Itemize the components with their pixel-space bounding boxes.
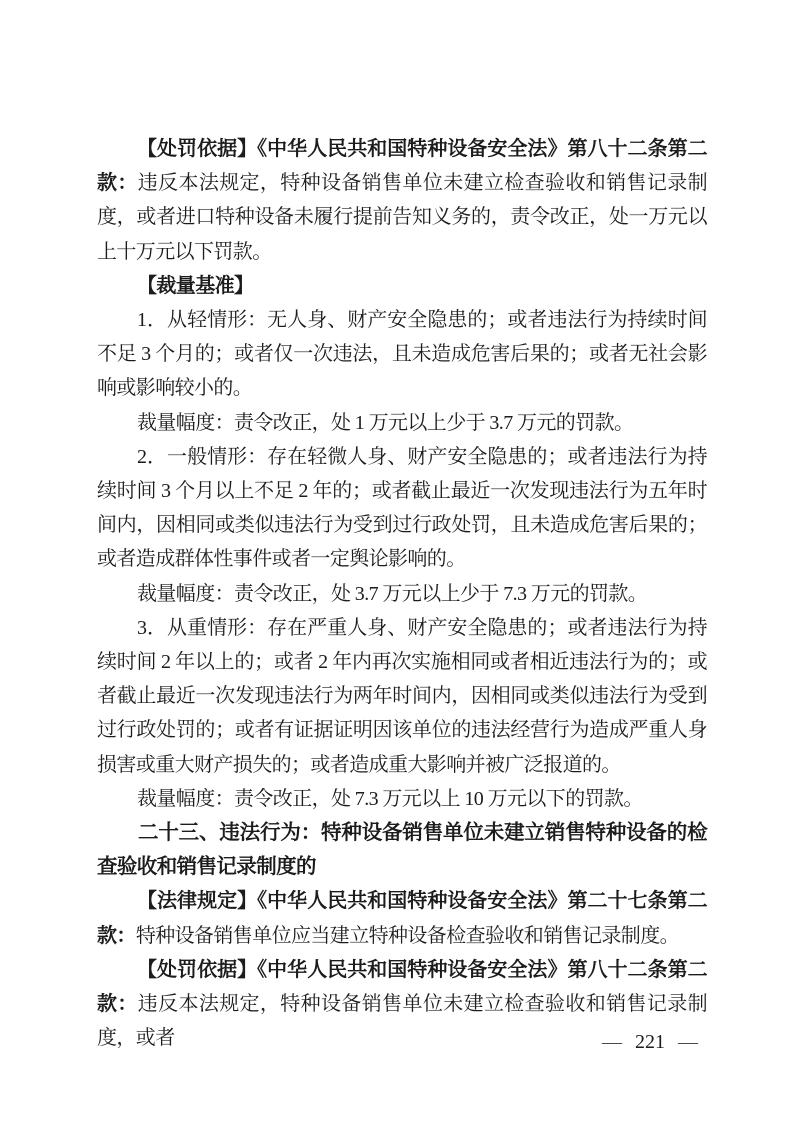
paragraph-text: 2．一般情形：存在轻微人身、财产安全隐患的；或者违法行为持续时间 3 个月以上不足 2 年的；或者截止最近一次发现违法行为五年时间内，因相同或类似违法行为受到过行政处罚，且未造成危害后果的；或者造成群体性事件或者一定舆论影响的。 [97,445,707,571]
paragraph-bold-lead: 【处罚依据】《中华人民共和国特种设备安全法》第八十二条第二款： [97,958,707,1016]
paragraph-text: 特种设备销售单位应当建立特种设备检查验收和销售记录制度。 [135,924,680,947]
heading-text: 二十三、违法行为：特种设备销售单位未建立销售特种设备的检查验收和销售记录制度的 [97,821,707,879]
paragraph [97,269,707,303]
paragraph-text: 裁量幅度：责令改正，处 1 万元以上少于 3.7 万元的罚款。 [137,411,634,434]
document-body [97,132,707,1055]
footer-right-dash: — [678,1031,698,1053]
paragraph [97,132,707,269]
paragraph [97,406,707,440]
paragraph [97,884,707,952]
paragraph [97,440,707,577]
paragraph-text: 裁量幅度：责令改正，处 7.3 万元以上 10 万元以下的罚款。 [137,787,643,810]
paragraph [97,611,707,782]
paragraph [97,782,707,816]
footer-left-dash: — [602,1031,622,1053]
paragraph-text: 违反本法规定，特种设备销售单位未建立检查验收和销售记录制度，或者 [97,993,707,1050]
page-footer [602,1031,698,1053]
paragraph-bold-lead: 【裁量基准】 [137,274,254,297]
paragraph-bold-lead: 【处罚依据】《中华人民共和国特种设备安全法》第八十二条第二款： [97,138,707,195]
paragraph-text: 1．从轻情形：无人身、财产安全隐患的；或者违法行为持续时间不足 3 个月的；或者仅一次违法，且未造成危害后果的；或者无社会影响或影响较小的。 [97,309,707,400]
paragraph-text: 违反本法规定，特种设备销售单位未建立检查验收和销售记录制度，或者进口特种设备未履行提前告知义务的，责令改正，处一万元以上十万元以下罚款。 [97,172,707,263]
paragraph-text: 3．从重情形：存在严重人身、财产安全隐患的；或者违法行为持续时间 2 年以上的；或者 2 年内再次实施相同或者相近违法行为的；或者截止最近一次发现违法行为两年时间内，因相同或类似违法行为受到过行政处罚的；或者有证据证明因该单位的违法经营行为造成严重人身损害或重大财产损失的；或者造成重大影响并被广泛报道的。 [97,616,707,776]
paragraph [97,577,707,611]
paragraph [97,303,707,406]
page-number: 221 [635,1031,665,1053]
section-heading [97,816,707,884]
paragraph-bold-lead: 【法律规定】《中华人民共和国特种设备安全法》第二十七条第二款： [97,890,707,947]
paragraph-text: 裁量幅度：责令改正，处 3.7 万元以上少于 7.3 万元的罚款。 [137,582,648,605]
